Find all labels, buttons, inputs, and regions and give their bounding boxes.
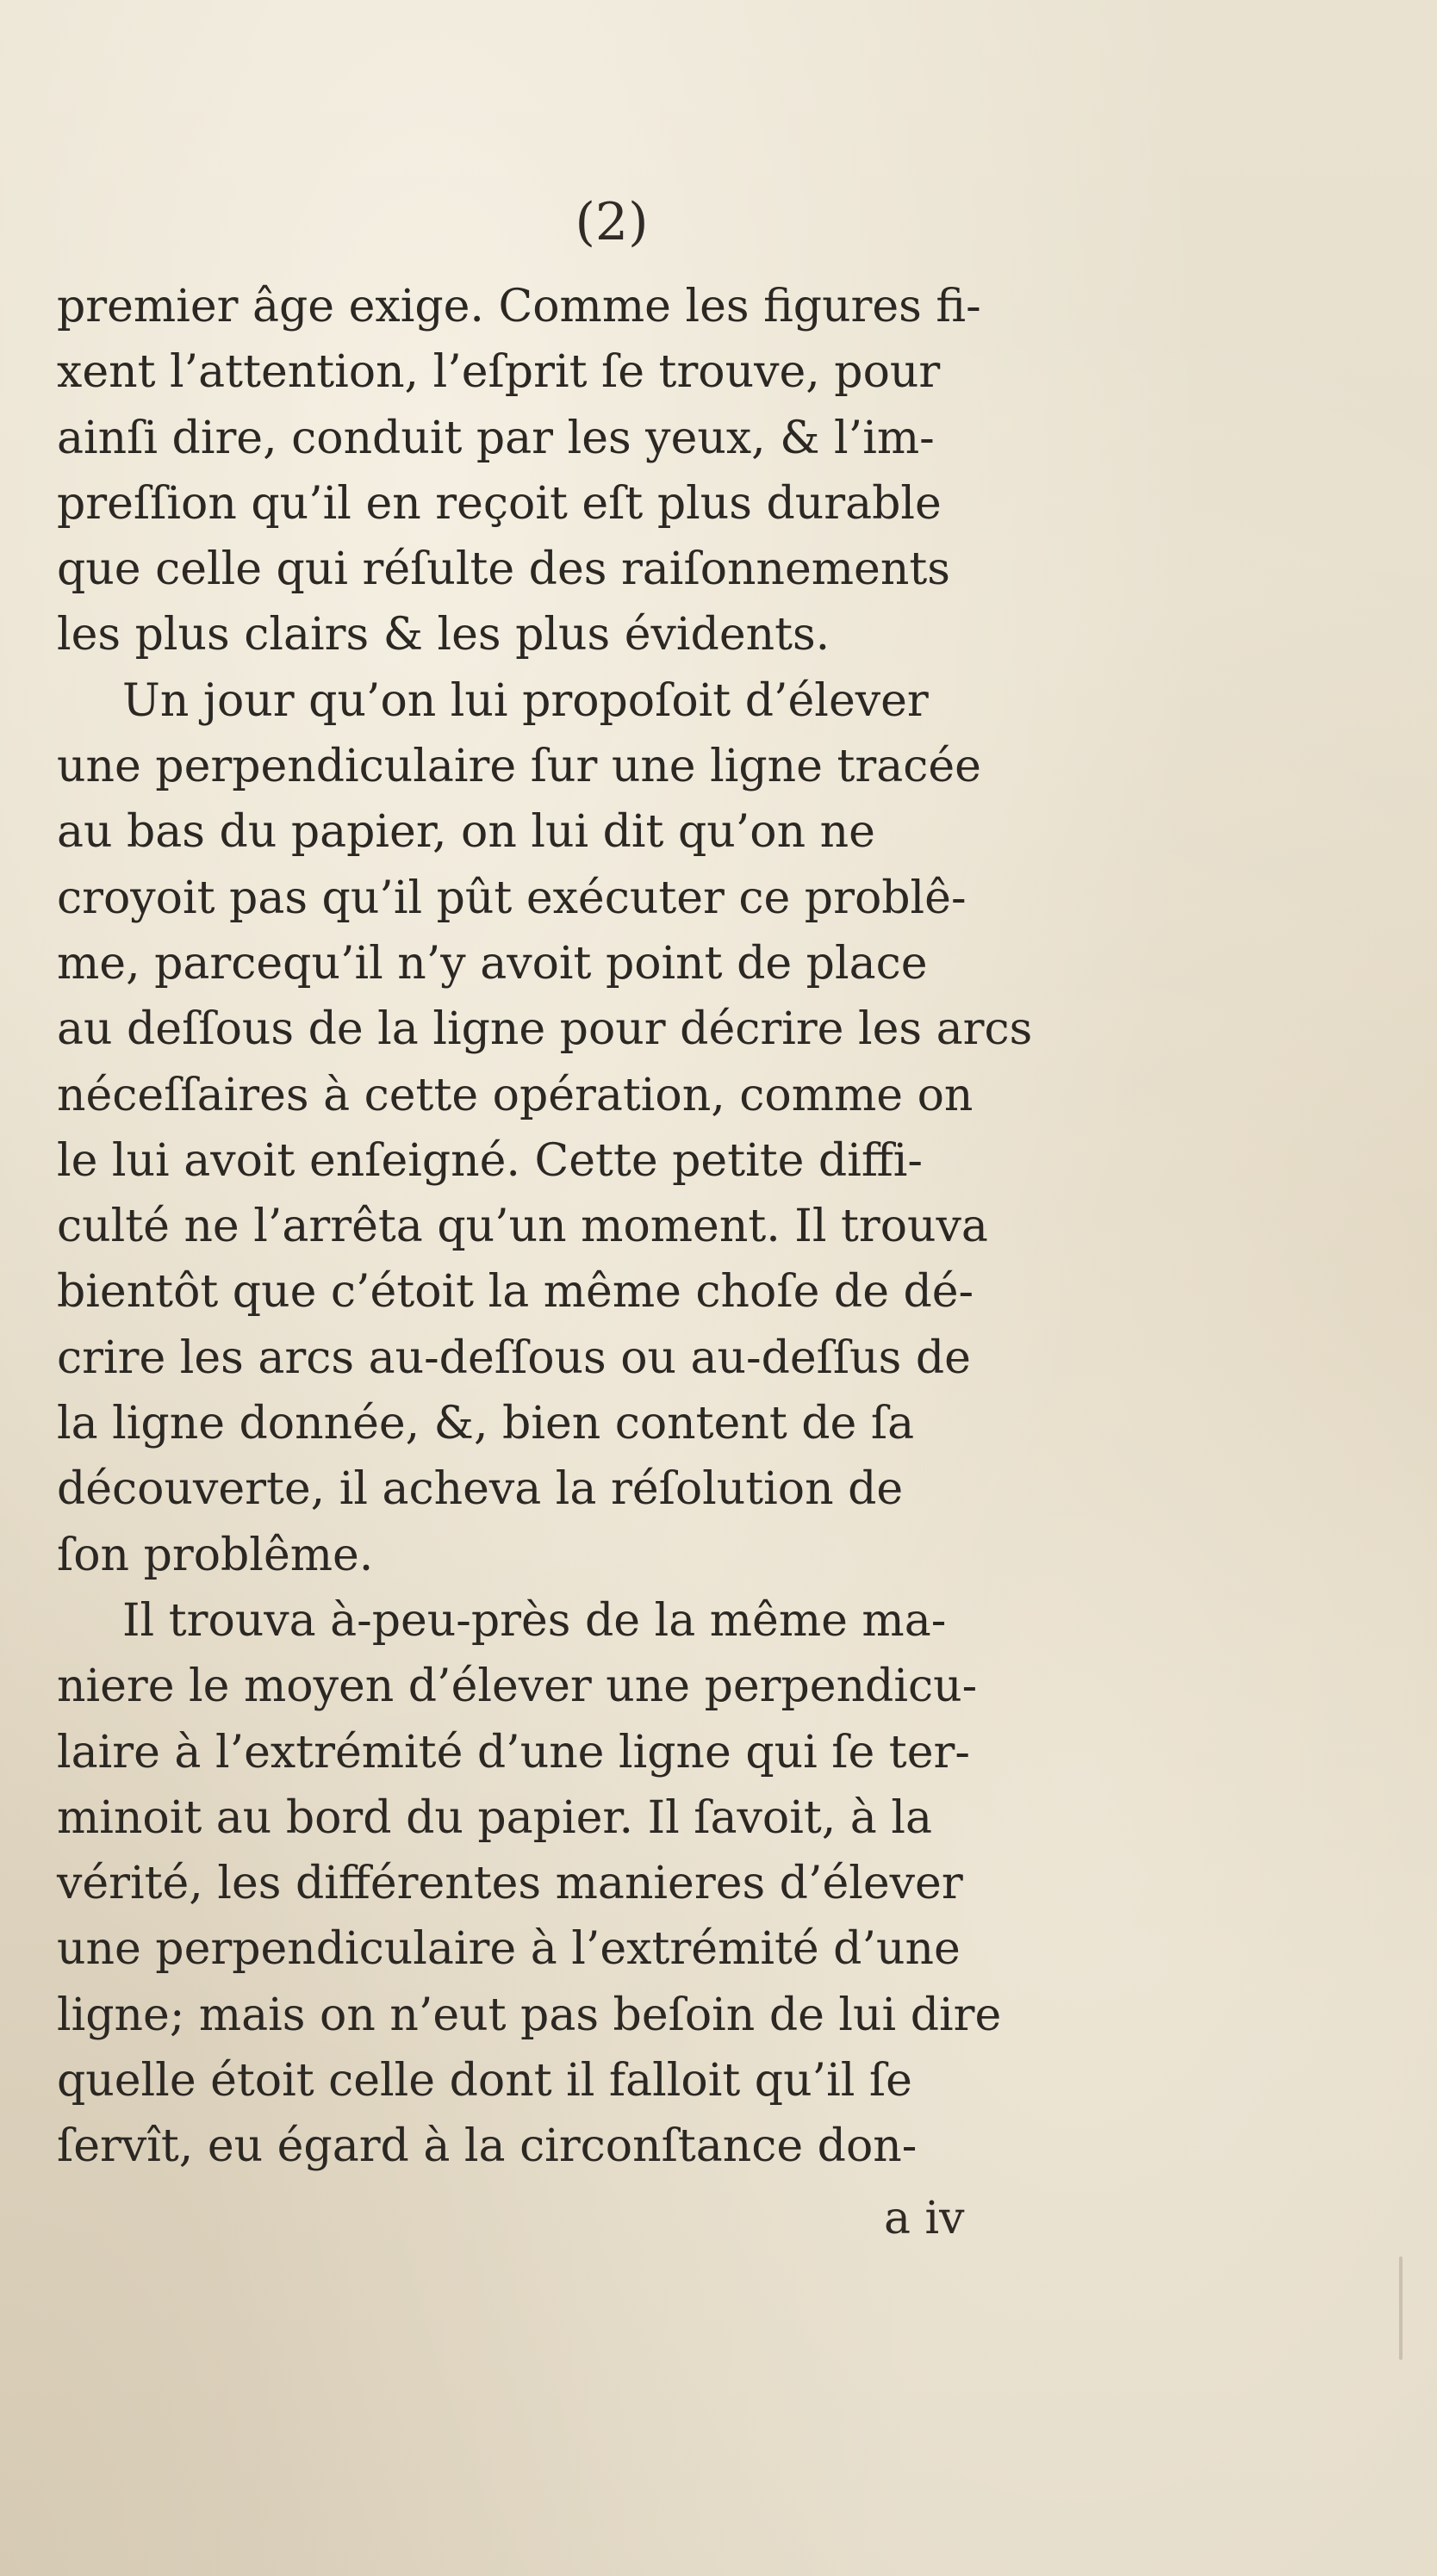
text-line: me, parcequ’il n’y avoit point de place: [57, 937, 928, 990]
text-line: une perpendiculaire à l’extrémité d’une: [57, 1923, 961, 1976]
text-line: premier âge exige. Comme les figures fi-: [57, 281, 981, 332]
text-line: culté ne l’arrêta qu’un moment. Il trouva: [57, 1201, 988, 1253]
text-line: une perpendiculaire ſur une ligne tracée: [57, 741, 981, 793]
text-line: découverte, il acheva la réſolution de: [57, 1463, 904, 1516]
paragraph-start-line: Un jour qu’on lui propoſoit d’élever: [122, 674, 929, 727]
text-line: au bas du papier, on lui dit qu’on ne: [57, 806, 875, 859]
text-line: ſon problême.: [57, 1529, 374, 1581]
signature-mark: a iv: [884, 2193, 965, 2244]
text-line: que celle qui réſulte des raiſonnements: [57, 543, 950, 596]
text-line: au deſſous de la ligne pour décrire les arcs: [57, 1003, 1033, 1056]
text-line: xent l’attention, l’eſprit ſe trouve, pour: [57, 346, 941, 399]
text-line: niere le moyen d’élever une perpendicu-: [57, 1660, 978, 1713]
text-line: laire à l’extrémité d’une ligne qui ſe ter-: [57, 1726, 970, 1778]
body-text: [57, 274, 1134, 2180]
text-line: ſervît, eu égard à la circonſtance don-: [57, 2120, 918, 2173]
paper-mark: [1399, 2256, 1403, 2360]
text-line: bientôt que c’étoit la même choſe de dé-: [57, 1266, 974, 1319]
text-line: crire les arcs au-deſſous ou au-deſſus de: [57, 1331, 971, 1384]
text-line: croyoit pas qu’il pût exécuter ce problê-: [57, 872, 967, 924]
text-line: ainſi dire, conduit par les yeux, & l’im-: [57, 412, 935, 464]
text-line: ligne; mais on n’eut pas beſoin de lui dire: [57, 1989, 1002, 2041]
paragraph-start-line: Il trouva à-peu-près de la même ma-: [122, 1594, 947, 1647]
text-line: la ligne donnée, &, bien content de ſa: [57, 1398, 915, 1450]
text-line: vérité, les différentes manieres d’élever: [57, 1858, 963, 1910]
text-line: preſſion qu’il en reçoit eſt plus durable: [57, 477, 942, 530]
text-line: quelle étoit celle dont il falloit qu’il ſe: [57, 2055, 912, 2107]
text-line: minoit au bord du papier. Il ſavoit, à la: [57, 1791, 932, 1844]
text-line: les plus clairs & les plus évidents.: [57, 609, 830, 661]
text-line: néceſſaires à cette opération, comme on: [57, 1069, 974, 1121]
text-line: le lui avoit enſeigné. Cette petite diffi-: [57, 1134, 923, 1187]
page-number: (2): [575, 192, 649, 252]
